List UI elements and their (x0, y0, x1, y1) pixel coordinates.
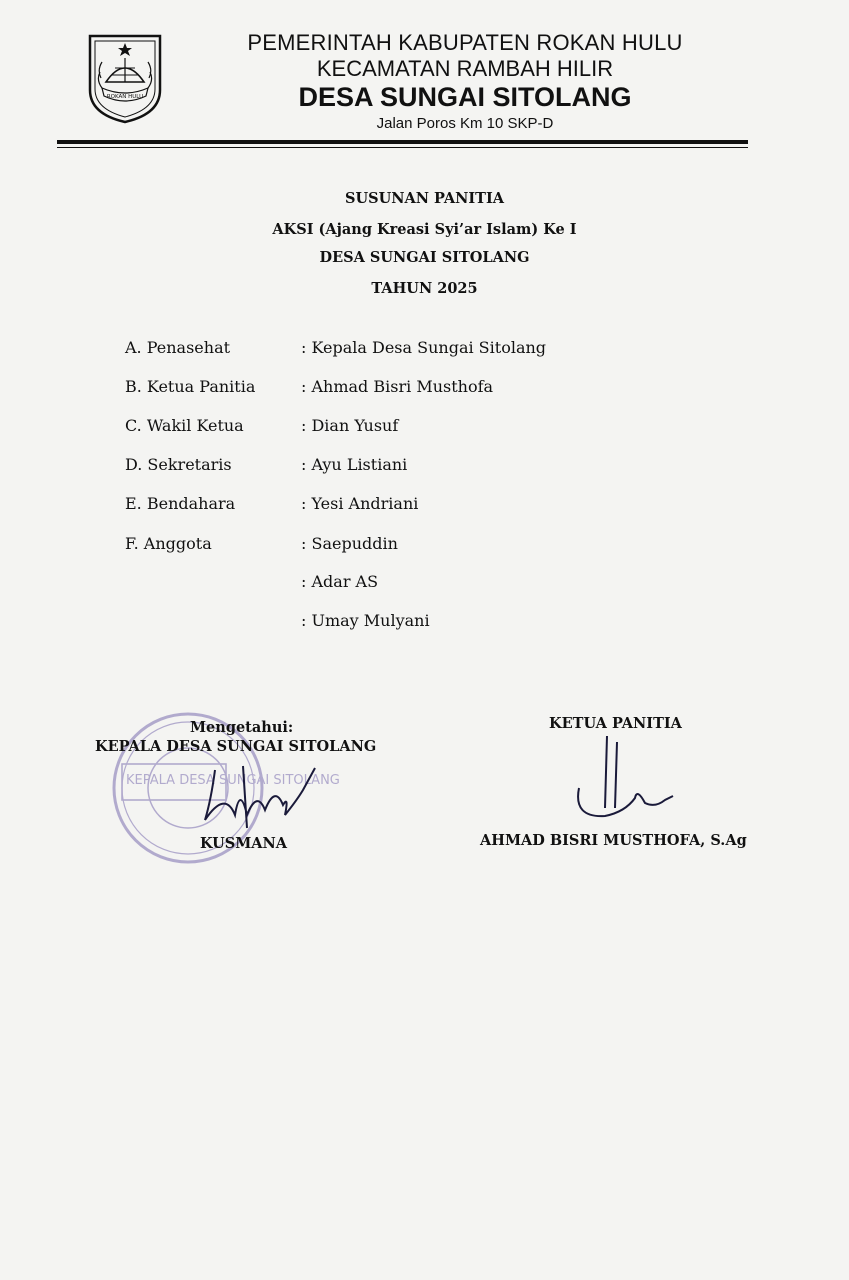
regency-logo-icon (84, 32, 166, 124)
committee-member: : Saepuddin (301, 534, 398, 553)
committee-role: E. Bendahara (125, 494, 236, 513)
committee-role: F. Anggota (125, 534, 212, 553)
committee-member: : Dian Yusuf (301, 416, 399, 435)
svg-text:KEPALA DESA SUNGAI SITOLANG: KEPALA DESA SUNGAI SITOLANG (126, 773, 340, 788)
committee-role: D. Sekretaris (125, 455, 232, 474)
document-title: SUSUNAN PANITIA (345, 190, 504, 207)
village-head-title: KEPALA DESA SUNGAI SITOLANG (95, 738, 377, 755)
committee-member: : Kepala Desa Sungai Sitolang (301, 338, 547, 357)
committee-member: : Yesi Andriani (301, 494, 419, 513)
village-name: DESA SUNGAI SITOLANG (319, 249, 530, 266)
letterhead-address: Jalan Poros Km 10 SKP-D (376, 115, 554, 132)
committee-role: A. Penasehat (125, 338, 231, 357)
committee-member: : Umay Mulyani (301, 611, 430, 630)
letterhead-rule-thin (57, 147, 748, 148)
document-year: TAHUN 2025 (371, 280, 478, 297)
committee-chair-signature-icon (565, 728, 685, 828)
letterhead-government: PEMERINTAH KABUPATEN ROKAN HULU (247, 30, 683, 55)
event-name: AKSI (Ajang Kreasi Syi’ar Islam) Ke I (272, 221, 577, 238)
svg-text:ROKAN HULU: ROKAN HULU (106, 94, 144, 100)
letterhead-district: KECAMATAN RAMBAH HILIR (316, 56, 614, 81)
committee-member: : Adar AS (301, 572, 379, 591)
acknowledged-label: Mengetahui: (190, 719, 294, 736)
committee-role: B. Ketua Panitia (125, 377, 256, 396)
committee-role: C. Wakil Ketua (125, 416, 244, 435)
letterhead-village: DESA SUNGAI SITOLANG (298, 82, 632, 112)
letterhead-rule-thick (57, 140, 748, 144)
village-head-name: KUSMANA (200, 835, 288, 852)
committee-chair-title: KETUA PANITIA (549, 715, 682, 732)
committee-member: : Ayu Listiani (301, 455, 408, 474)
village-head-signature-icon (185, 760, 325, 840)
committee-member: : Ahmad Bisri Musthofa (301, 377, 494, 396)
committee-chair-name: AHMAD BISRI MUSTHOFA, S.Ag (480, 832, 747, 849)
